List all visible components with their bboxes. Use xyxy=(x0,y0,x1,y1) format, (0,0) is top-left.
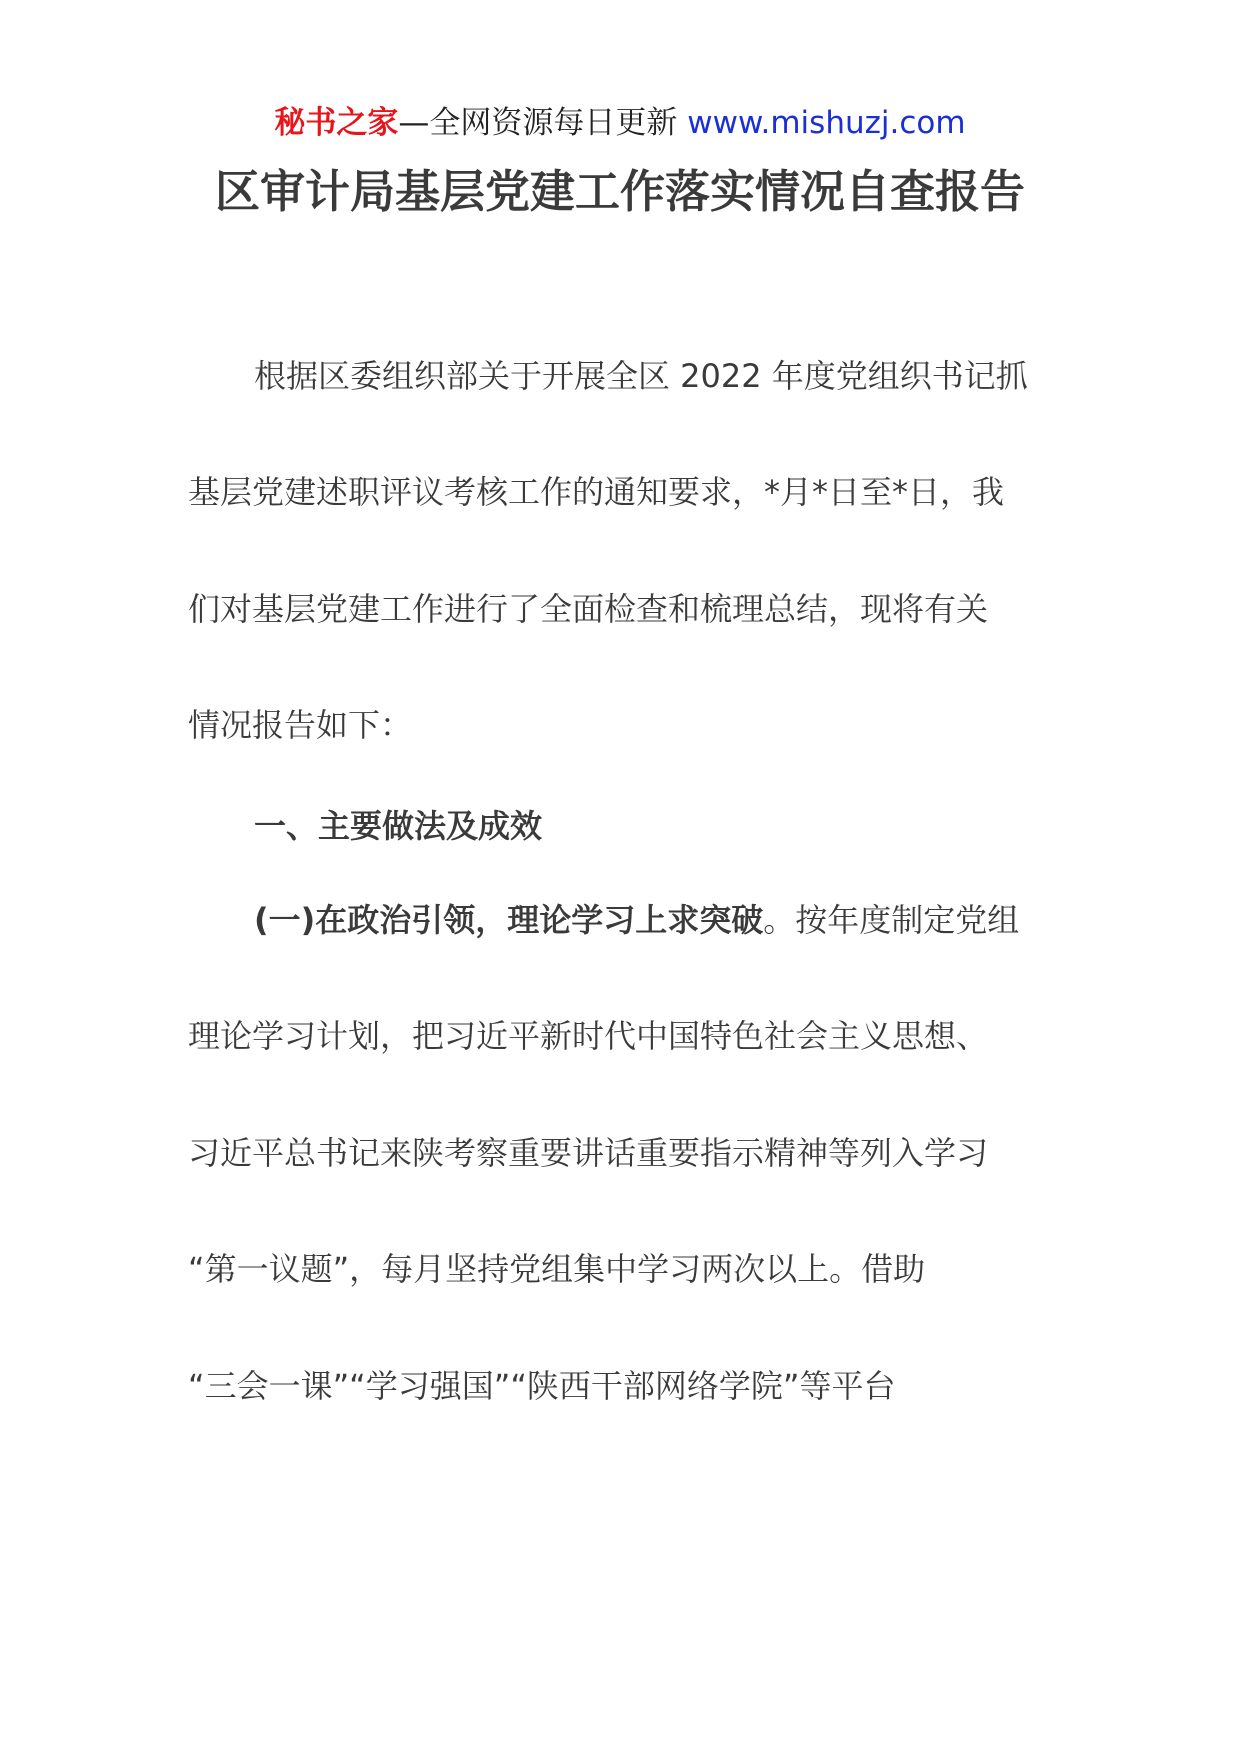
subsection-heading: (一)在政治引领，理论学习上求突破 xyxy=(254,901,764,939)
document-title: 区审计局基层党建工作落实情况自查报告 xyxy=(214,165,1025,218)
header-tagline: —全网资源每日更新 xyxy=(398,105,688,141)
site-url-link[interactable]: www.mishuzj.com xyxy=(687,105,966,141)
body-line: 理论学习计划，把习近平新时代中国特色社会主义思想、 xyxy=(188,1017,989,1055)
site-header xyxy=(0,100,1240,146)
brand-name: 秘书之家 xyxy=(274,105,399,141)
body-line: 基层党建述职评议考核工作的通知要求，*月*日至*日，我 xyxy=(188,473,1005,511)
section-heading: 一、主要做法及成效 xyxy=(254,807,543,845)
body-line: 习近平总书记来陕考察重要讲话重要指示精神等列入学习 xyxy=(188,1134,989,1172)
body-text: 。按年度制定党组 xyxy=(763,901,1020,939)
body-line: 情况报告如下： xyxy=(188,706,413,744)
body-line: “第一议题”，每月坚持党组集中学习两次以上。借助 xyxy=(188,1250,926,1288)
body-line xyxy=(254,896,1019,944)
body-line: “三会一课”“学习强国”“陕西干部网络学院”等平台 xyxy=(188,1367,896,1405)
body-line: 根据区委组织部关于开展全区 2022 年度党组织书记抓 xyxy=(254,357,1028,395)
body-line: 们对基层党建工作进行了全面检查和梳理总结，现将有关 xyxy=(188,590,989,628)
